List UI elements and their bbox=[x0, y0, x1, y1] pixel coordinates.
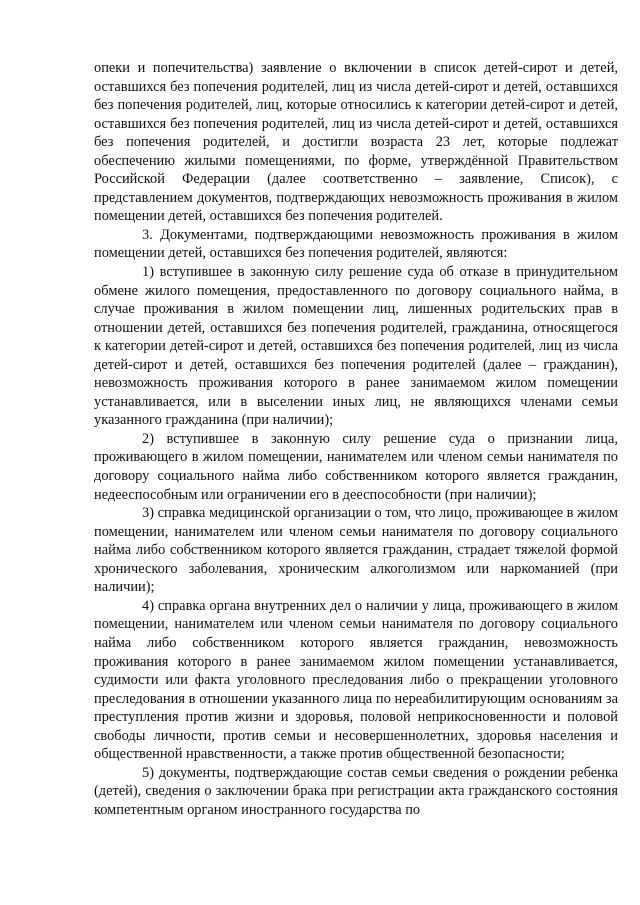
paragraph-continuation: опеки и попечительства) заявление о включении в список детей-сирот и детей, оставшихся без попечения родителей, лиц из числа детей-сирот и детей, оставшихся без попечения родителей, лиц, которые относились к категории детей-сирот и детей, оставшихся без попечения родителей, лиц из числа детей-сирот и детей, оставшихся без попечения родителей, и достигли возраста 23 лет, которые подлежат обеспечению жилыми помещениями, по форме, утверждённой Правительством Российской Федерации (далее соответственно – заявление, Список), с представлением документов, подтверждающих невозможность проживания в жилом помещении детей, оставшихся без попечения родителей. bbox=[94, 60, 618, 225]
list-item-4: 4) справка органа внутренних дел о наличии у лица, проживающего в жилом помещении, нанимателем или членом семьи нанимателя по договору социального найма либо собственником которого является гражданин, невозможность проживания которого в ранее занимаемом жилом помещении устанавливается, судимости или факта уголовного преследования либо о прекращении уголовного преследования в отношении указанного лица по нереабилитирующим основаниям за преступления против жизни и здоровья, половой неприкосновенности и половой свободы личности, против семьи и несовершеннолетних, здоровья населения и общественной нравственности, а также против общественной безопасности; bbox=[94, 597, 618, 763]
list-item-1: 1) вступившее в законную силу решение суда об отказе в принудительном обмене жилого помещения, предоставленного по договору социального найма, в случае проживания в жилом помещении лиц, лишенных родительских прав в отношении детей, оставшихся без попечения родителей, гражданина, относящегося к категории детей-сирот и детей, оставшихся без попечения родителей, лиц из числа детей-сирот и детей, оставшихся без попечения родителей (далее – гражданин), невозможность проживания которого в ранее занимаемом жилом помещении устанавливается, или в выселении иных лиц, не являющихся членами семьи указанного гражданина (при наличии); bbox=[94, 264, 618, 429]
list-item-5: 5) документы, подтверждающие состав семьи сведения о рождении ребенка (детей), сведения о заключении брака при регистрации акта гражданского состояния компетентным органом иностранного государства по bbox=[94, 764, 618, 818]
list-item-2: 2) вступившее в законную силу решение суда о признании лица, проживающего в жилом помещении, нанимателем или членом семьи нанимателя по договору социального найма либо собственником которого является гражданин, недееспособным или ограничении его в дееспособности (при наличии); bbox=[94, 430, 618, 503]
paragraph-item-3: 3. Документами, подтверждающими невозможность проживания в жилом помещении детей, оставшихся без попечения родителей, являются: bbox=[94, 226, 618, 262]
list-item-3: 3) справка медицинской организации о том, что лицо, проживающее в жилом помещении, нанимателем или членом семьи нанимателя по договору социального найма либо собственником которого является гражданин, страдает тяжелой формой хронического заболевания, хроническим алкоголизмом или наркоманией (при наличии); bbox=[94, 505, 618, 596]
document-page bbox=[94, 59, 618, 819]
